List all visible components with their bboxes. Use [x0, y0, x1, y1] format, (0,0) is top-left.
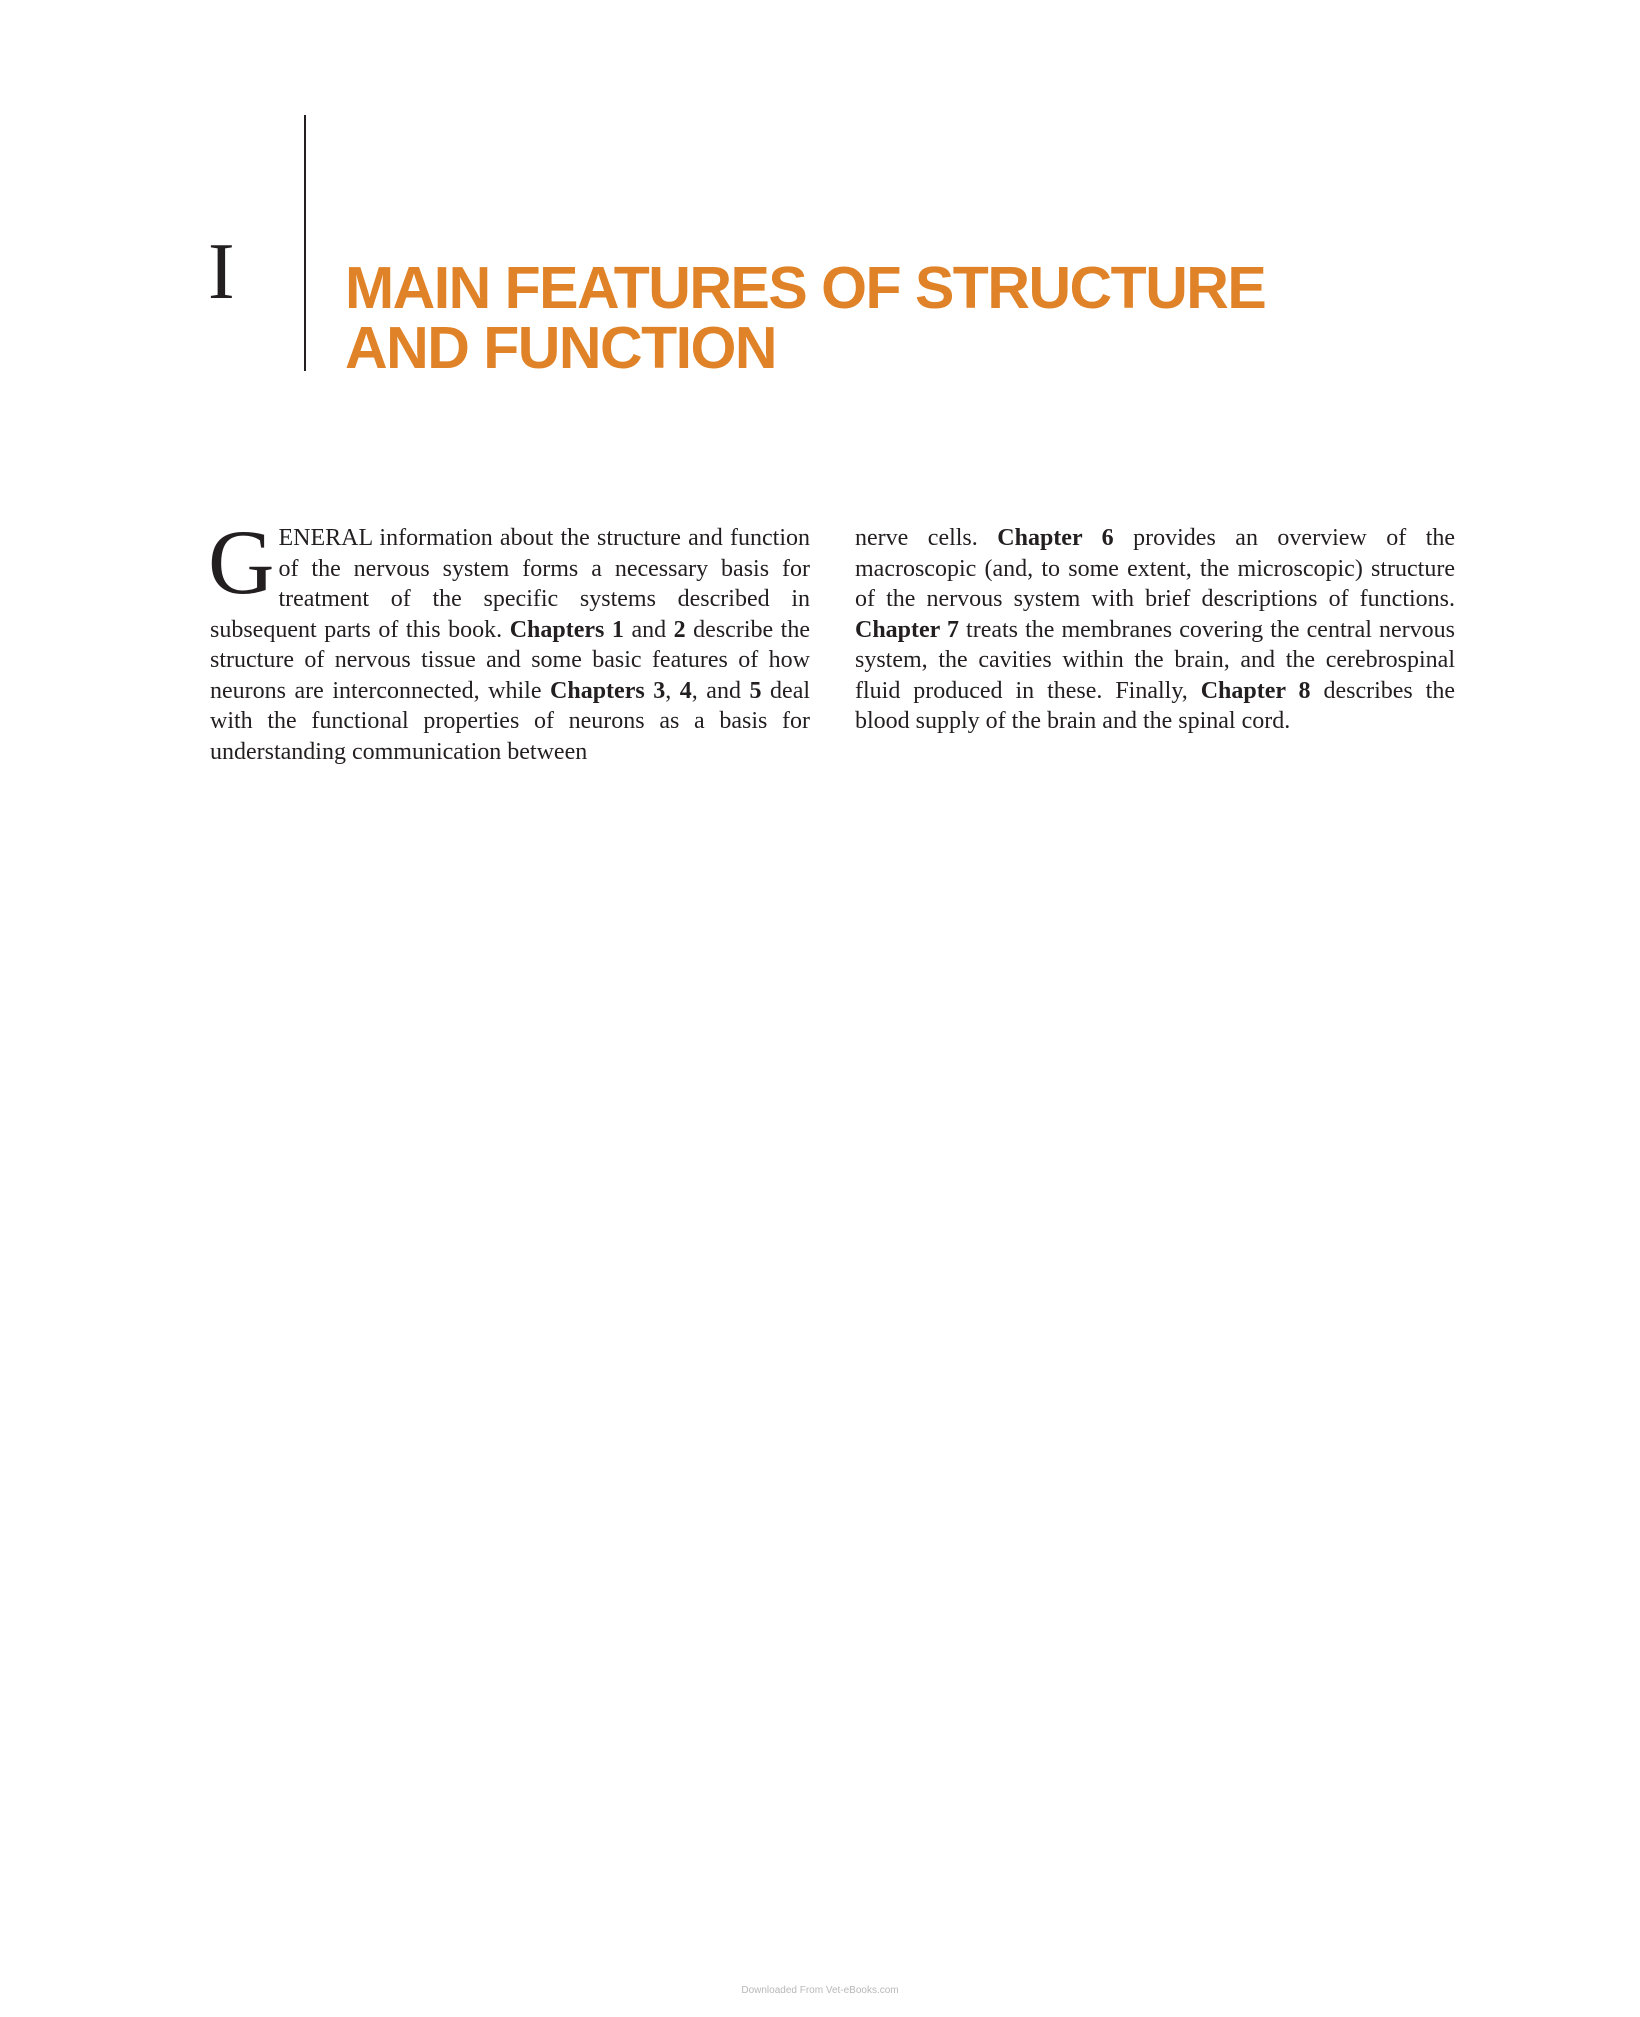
intro-text: nerve cells. [855, 525, 998, 551]
part-title-line-2: AND FUNCTION [345, 315, 777, 381]
intro-text: ENERAL information about the structure and function of the nervous system forms a necessary basis for treatment of the specific systems described in subsequent parts of this book. [210, 525, 810, 643]
part-number: I [208, 228, 235, 316]
intro-paragraph-left [208, 511, 811, 767]
chapter-reference: 2 [673, 616, 686, 643]
drop-cap: G [208, 511, 275, 613]
chapter-reference: Chapters 3 [550, 677, 666, 704]
intro-column-right [855, 523, 1455, 737]
chapter-reference: Chapter 7 [855, 616, 959, 643]
intro-text: treats the membranes covering the central nervous system, the cavities within the brain, and the cerebrospinal fluid produced in these. Finally, [855, 616, 1455, 704]
intro-text: provides an overview of the macroscopic (and, to some extent, the microscopic) structure of the nervous system with brief descriptions of functions. [855, 525, 1456, 612]
chapter-reference: Chapters 1 [509, 616, 624, 643]
intro-text: and [623, 616, 674, 643]
chapter-reference: Chapter 8 [1200, 677, 1311, 704]
intro-paragraph-right [855, 523, 1455, 737]
chapter-reference: Chapter 6 [997, 525, 1114, 551]
intro-text: describes the blood supply of the brain and the spinal cord. [855, 677, 1456, 734]
intro-text: deal with the functional properties of neurons as a basis for understanding communication between [210, 677, 811, 765]
intro-text: , [665, 677, 680, 704]
chapter-reference: 4 [679, 677, 692, 704]
intro-column-left [208, 511, 811, 767]
vertical-divider [304, 115, 306, 371]
chapter-reference: 5 [749, 677, 762, 704]
intro-text: describe the structure of nervous tissue and some basic features of how neurons are interconnected, while [210, 616, 810, 704]
part-title [345, 255, 1345, 381]
part-title-line-1: MAIN FEATURES OF STRUCTURE [345, 255, 1266, 321]
intro-text: , and [691, 677, 750, 704]
download-watermark: Downloaded From Vet-eBooks.com [741, 1985, 899, 1996]
